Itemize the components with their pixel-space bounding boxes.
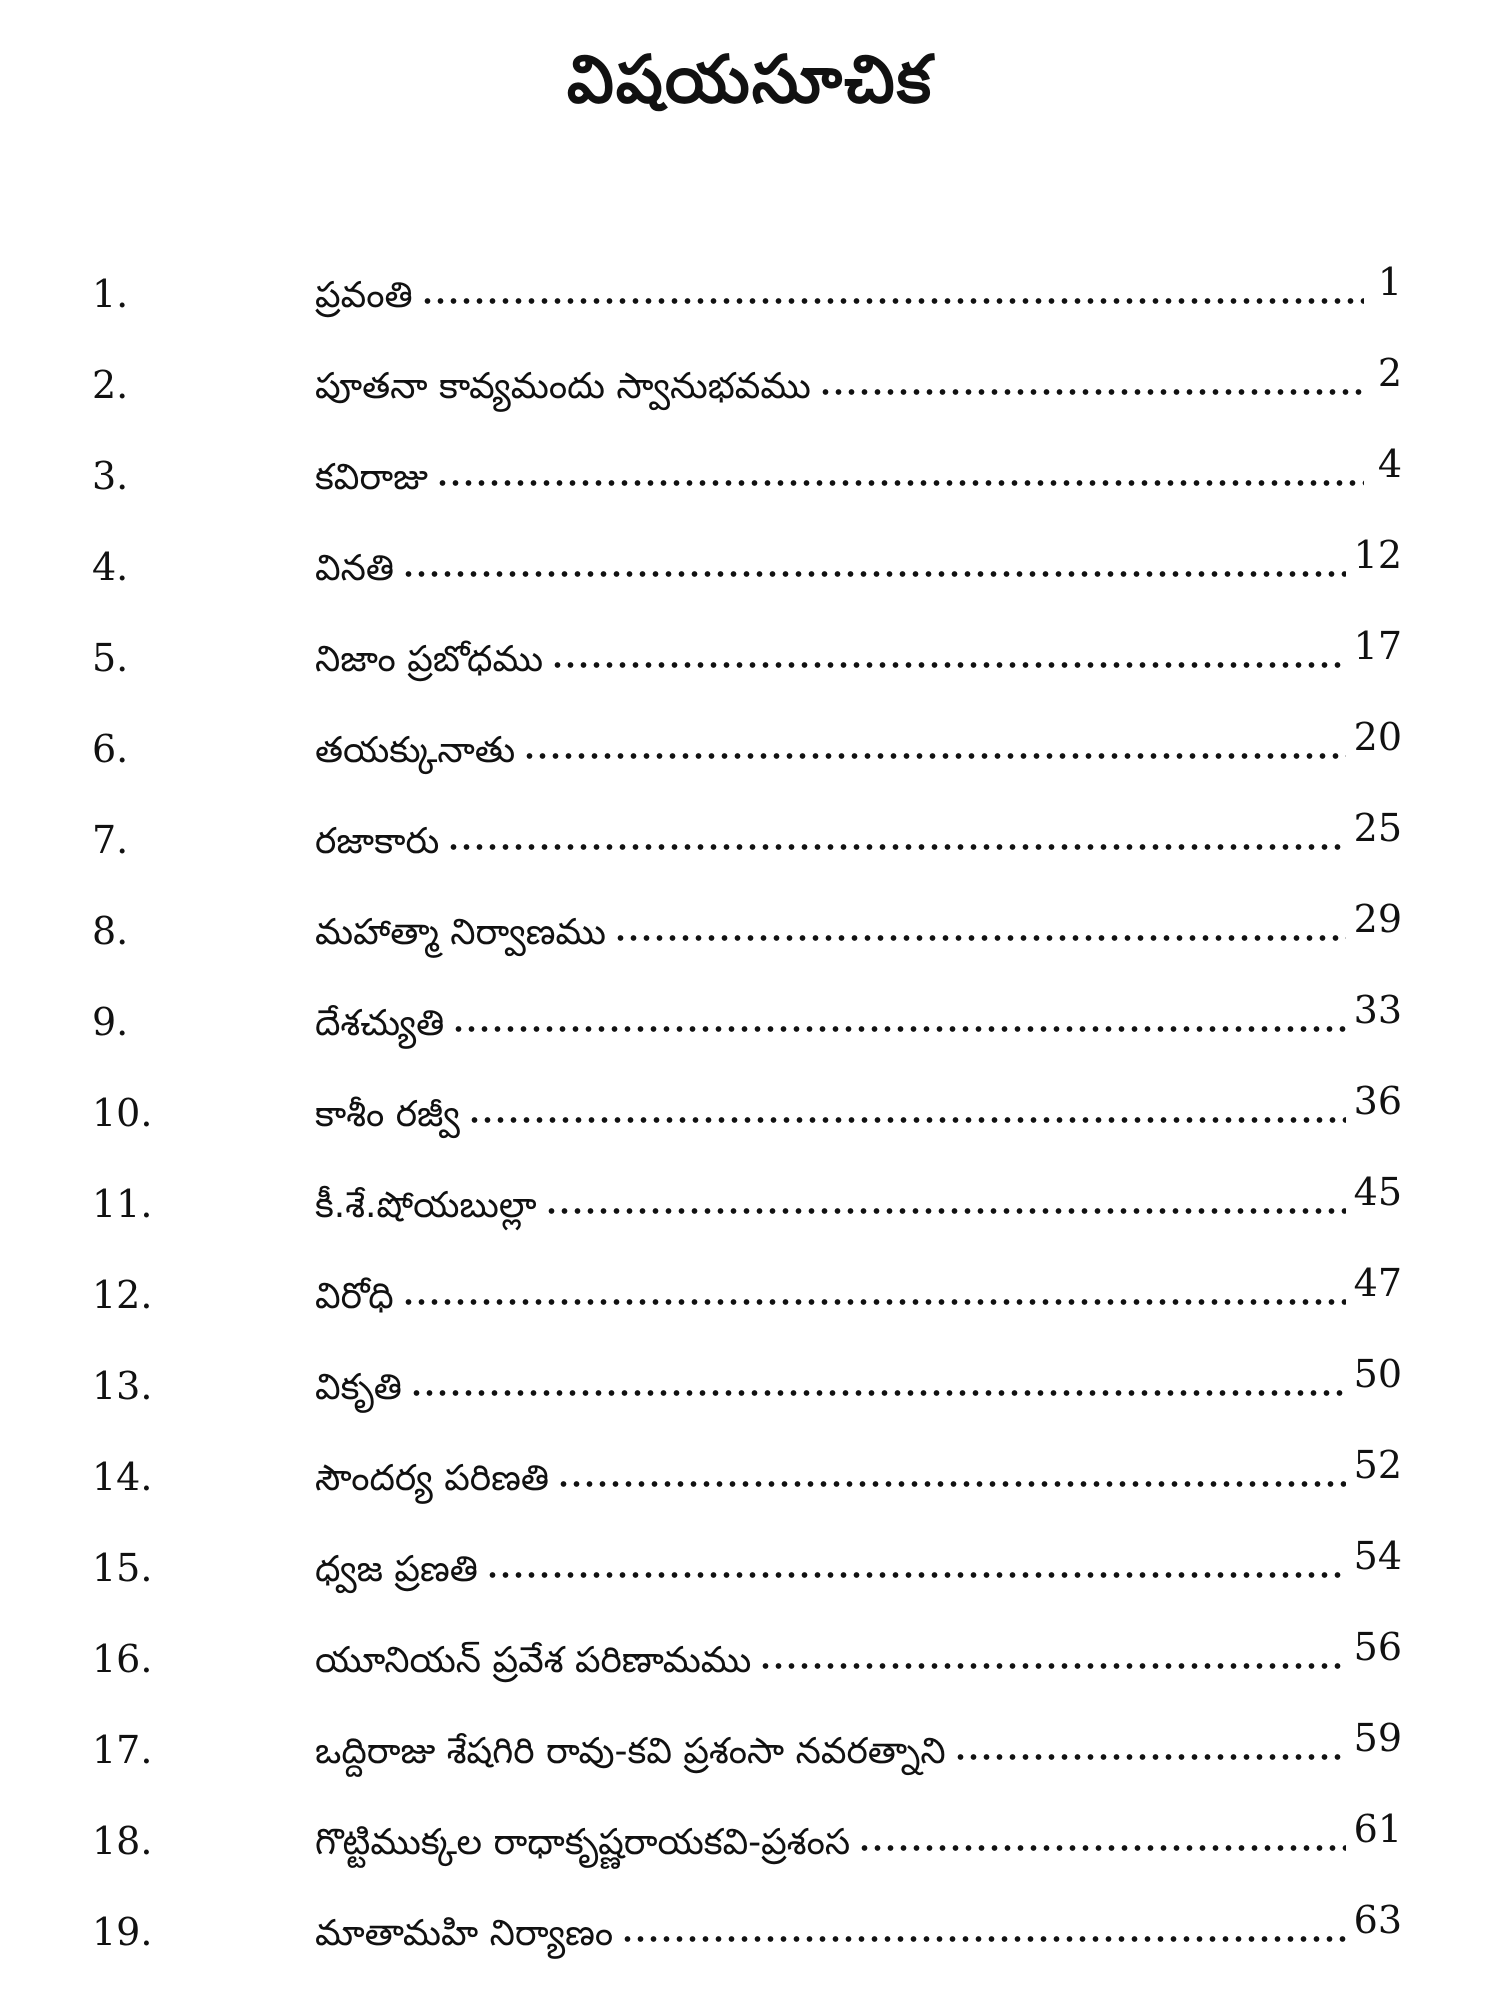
entry-page-number: 54 bbox=[1353, 1534, 1402, 1578]
entry-page-number: 45 bbox=[1353, 1170, 1402, 1214]
entry-title: పూతనా కావ్యమందు స్వానుభవము bbox=[315, 366, 811, 407]
entry-title: గొట్టిముక్కల రాధాకృష్ణరాయకవి-ప్రశంస bbox=[315, 1822, 851, 1863]
dot-leader bbox=[447, 843, 1345, 851]
entry-number: 9. bbox=[92, 1000, 129, 1044]
entry-number: 10. bbox=[92, 1091, 153, 1135]
entry-page-number: 47 bbox=[1353, 1261, 1402, 1305]
dot-leader bbox=[410, 1389, 1346, 1397]
toc-entry bbox=[92, 1504, 1402, 1595]
entry-title: విరోధి bbox=[315, 1276, 394, 1317]
toc-entry bbox=[92, 1413, 1402, 1504]
entry-number: 11. bbox=[92, 1182, 153, 1226]
entry-page-number: 4 bbox=[1377, 442, 1402, 486]
dot-leader bbox=[614, 934, 1346, 942]
dot-leader bbox=[402, 1298, 1346, 1306]
dot-leader bbox=[551, 661, 1346, 669]
entry-page-number: 63 bbox=[1353, 1898, 1402, 1942]
dot-leader bbox=[621, 1935, 1346, 1943]
entry-title: వినతి bbox=[315, 548, 395, 589]
entry-title: ధ్వజ ప్రణతి bbox=[315, 1549, 478, 1590]
dot-leader bbox=[954, 1753, 1346, 1761]
entry-number: 7. bbox=[92, 818, 129, 862]
entry-number: 18. bbox=[92, 1819, 153, 1863]
entry-title: మాతామహి నిర్యాణం bbox=[315, 1913, 614, 1954]
entry-number: 16. bbox=[92, 1637, 153, 1681]
entry-title: దేశచ్యుతి bbox=[315, 1003, 445, 1044]
toc-entry bbox=[92, 1777, 1402, 1868]
entry-number: 12. bbox=[92, 1273, 153, 1317]
toc-entry bbox=[92, 958, 1402, 1049]
dot-leader bbox=[486, 1571, 1346, 1579]
toc-entry bbox=[92, 1595, 1402, 1686]
entry-title: ఒద్దిరాజు శేషగిరి రావు-కవి ప్రశంసా నవరత్నాని bbox=[315, 1731, 946, 1772]
dot-leader bbox=[402, 570, 1346, 578]
entry-page-number: 50 bbox=[1353, 1352, 1402, 1396]
dot-leader bbox=[545, 1207, 1346, 1215]
entry-title: వికృతి bbox=[315, 1367, 402, 1408]
toc-entry bbox=[92, 321, 1402, 412]
entry-number: 13. bbox=[92, 1364, 153, 1408]
page-title: విషయసూచిక bbox=[566, 41, 934, 118]
entry-title: కీ.శే.షోయబుల్లా bbox=[315, 1185, 537, 1226]
toc-entry bbox=[92, 1322, 1402, 1413]
entry-number: 2. bbox=[92, 363, 129, 407]
entry-title: తయక్కునాతు bbox=[315, 730, 516, 771]
toc-entry bbox=[92, 1868, 1402, 1959]
toc-entry bbox=[92, 1231, 1402, 1322]
entry-page-number: 56 bbox=[1353, 1625, 1402, 1669]
entry-number: 1. bbox=[92, 272, 129, 316]
toc-entry bbox=[92, 412, 1402, 503]
entry-page-number: 17 bbox=[1353, 624, 1402, 668]
entry-title: సౌందర్య పరిణతి bbox=[315, 1458, 550, 1499]
dot-leader bbox=[452, 1025, 1345, 1033]
entry-number: 5. bbox=[92, 636, 129, 680]
entry-number: 8. bbox=[92, 909, 129, 953]
dot-leader bbox=[468, 1116, 1346, 1124]
toc-entry bbox=[92, 685, 1402, 776]
entry-title: ప్రవంతి bbox=[315, 275, 413, 316]
entry-number: 3. bbox=[92, 454, 129, 498]
entry-page-number: 33 bbox=[1353, 988, 1402, 1032]
entry-title: మహాత్మా నిర్వాణము bbox=[315, 912, 606, 953]
entry-page-number: 2 bbox=[1377, 351, 1402, 395]
dot-leader bbox=[421, 297, 1364, 305]
entry-page-number: 61 bbox=[1353, 1807, 1402, 1851]
entry-title: కవిరాజు bbox=[315, 457, 428, 498]
entry-page-number: 12 bbox=[1353, 533, 1402, 577]
entry-title: కాశీం రజ్వీ bbox=[315, 1094, 460, 1135]
entry-page-number: 52 bbox=[1353, 1443, 1402, 1487]
entry-number: 17. bbox=[92, 1728, 153, 1772]
entry-page-number: 25 bbox=[1353, 806, 1402, 850]
table-of-contents bbox=[92, 230, 1402, 1959]
dot-leader bbox=[858, 1844, 1346, 1852]
dot-leader bbox=[523, 752, 1345, 760]
entry-number: 14. bbox=[92, 1455, 153, 1499]
entry-number: 19. bbox=[92, 1910, 153, 1954]
toc-entry bbox=[92, 776, 1402, 867]
toc-entry bbox=[92, 1140, 1402, 1231]
entry-title: యూనియన్ ప్రవేశ పరిణామము bbox=[315, 1640, 752, 1681]
toc-entry bbox=[92, 867, 1402, 958]
entry-title: నిజాం ప్రబోధము bbox=[315, 639, 544, 680]
entry-page-number: 29 bbox=[1353, 897, 1402, 941]
dot-leader bbox=[436, 479, 1364, 487]
entry-page-number: 59 bbox=[1353, 1716, 1402, 1760]
toc-entry bbox=[92, 1049, 1402, 1140]
toc-entry bbox=[92, 594, 1402, 685]
entry-page-number: 1 bbox=[1377, 260, 1402, 304]
toc-entry bbox=[92, 230, 1402, 321]
entry-number: 15. bbox=[92, 1546, 153, 1590]
entry-page-number: 20 bbox=[1353, 715, 1402, 759]
entry-title: రజాకారు bbox=[315, 821, 440, 862]
entry-number: 4. bbox=[92, 545, 129, 589]
entry-number: 6. bbox=[92, 727, 129, 771]
dot-leader bbox=[557, 1480, 1346, 1488]
toc-entry bbox=[92, 503, 1402, 594]
toc-entry bbox=[92, 1686, 1402, 1777]
dot-leader bbox=[819, 388, 1364, 396]
entry-page-number: 36 bbox=[1353, 1079, 1402, 1123]
dot-leader bbox=[759, 1662, 1345, 1670]
